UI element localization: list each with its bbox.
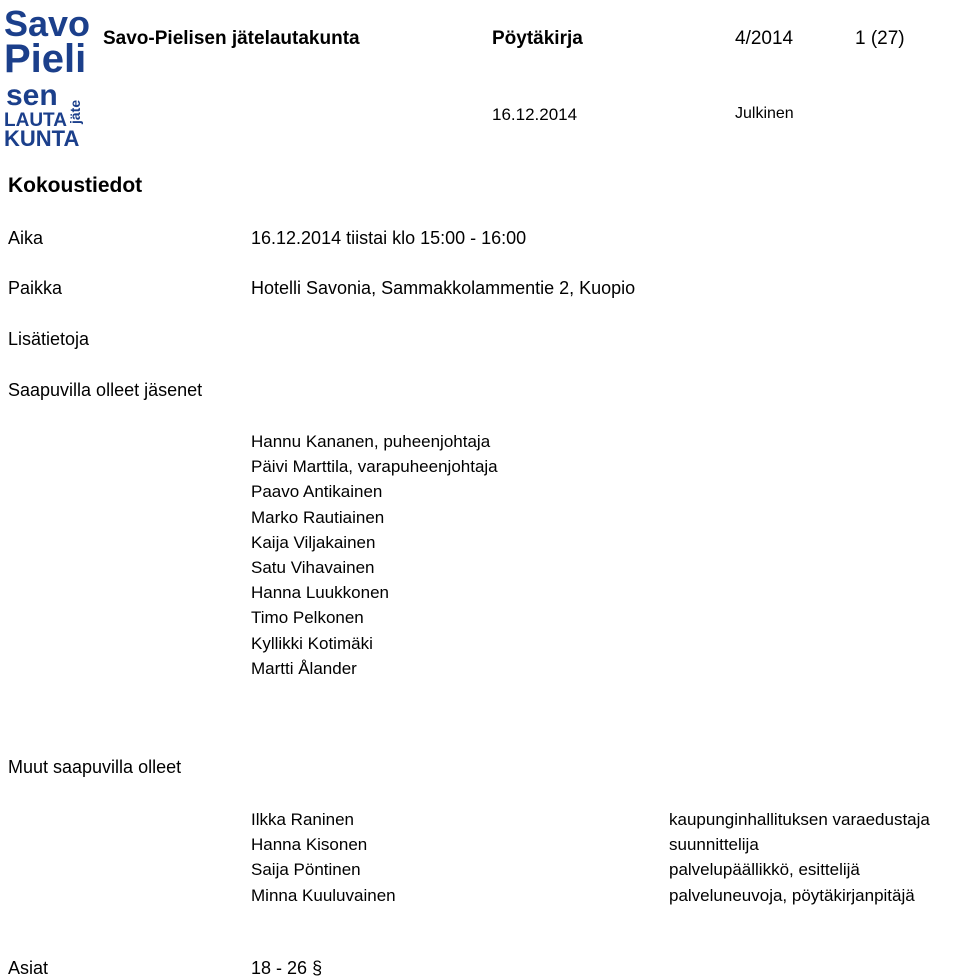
svg-text:jäte: jäte: [67, 99, 83, 124]
organization-logo: [4, 4, 94, 150]
list-item: kaupunginhallituksen varaedustaja: [669, 810, 930, 829]
section-sign: §: [312, 958, 323, 978]
list-item: Hannu Kananen, puheenjohtaja: [251, 432, 491, 451]
publicity-status: Julkinen: [735, 105, 794, 122]
list-item: palveluneuvoja, pöytäkirjanpitäjä: [669, 885, 915, 905]
list-item: Ilkka Raninen: [251, 810, 355, 829]
members-list: [251, 429, 498, 681]
time-label: Aika: [8, 228, 44, 248]
list-item: Päivi Marttila, varapuheenjohtaja: [251, 457, 498, 477]
list-item: Martti Ålander: [251, 658, 357, 678]
list-item: Hanna Luukkonen: [251, 583, 390, 603]
list-item: Hanna Kisonen: [251, 835, 368, 855]
list-item: Saija Pöntinen: [251, 860, 361, 880]
list-item: palvelupäällikkö, esittelijä: [669, 860, 860, 880]
list-item: Minna Kuuluvainen: [251, 885, 396, 905]
svg-text:sen: sen: [6, 79, 58, 112]
items-range: [251, 958, 322, 979]
svg-text:Savo: Savo: [4, 4, 91, 44]
list-item: Marko Rautiainen: [251, 507, 385, 527]
svg-text:KUNTA: KUNTA: [4, 126, 80, 150]
svg-text:Pieli: Pieli: [4, 37, 87, 81]
list-item: Timo Pelkonen: [251, 608, 364, 628]
document-type: Pöytäkirja: [492, 28, 583, 49]
svg-text:LAUTA: LAUTA: [4, 110, 67, 131]
time-value: 16.12.2014 tiistai klo 15:00 - 16:00: [251, 228, 527, 248]
list-item: Satu Vihavainen: [251, 558, 375, 578]
list-item: Paavo Antikainen: [251, 482, 383, 502]
others-label: Muut saapuvilla olleet: [8, 757, 182, 777]
list-item: suunnittelija: [669, 835, 759, 855]
list-item: Kaija Viljakainen: [251, 532, 376, 552]
items-value: 18 - 26: [251, 958, 308, 978]
page-number: 1 (27): [855, 28, 905, 49]
organization-name: Savo-Pielisen jätelautakunta: [103, 28, 360, 49]
info-label: Lisätietoja: [8, 329, 90, 349]
items-label: Asiat: [8, 958, 49, 978]
document-date: 16.12.2014: [492, 105, 578, 124]
place-label: Paikka: [8, 278, 63, 298]
list-item: Kyllikki Kotimäki: [251, 633, 373, 653]
others-roles: [669, 807, 930, 908]
section-title: Kokoustiedot: [8, 174, 143, 197]
document-number: 4/2014: [735, 28, 794, 49]
others-names: [251, 807, 396, 908]
place-value: Hotelli Savonia, Sammakkolammentie 2, Kuopio: [251, 278, 636, 298]
members-label: Saapuvilla olleet jäsenet: [8, 380, 203, 400]
